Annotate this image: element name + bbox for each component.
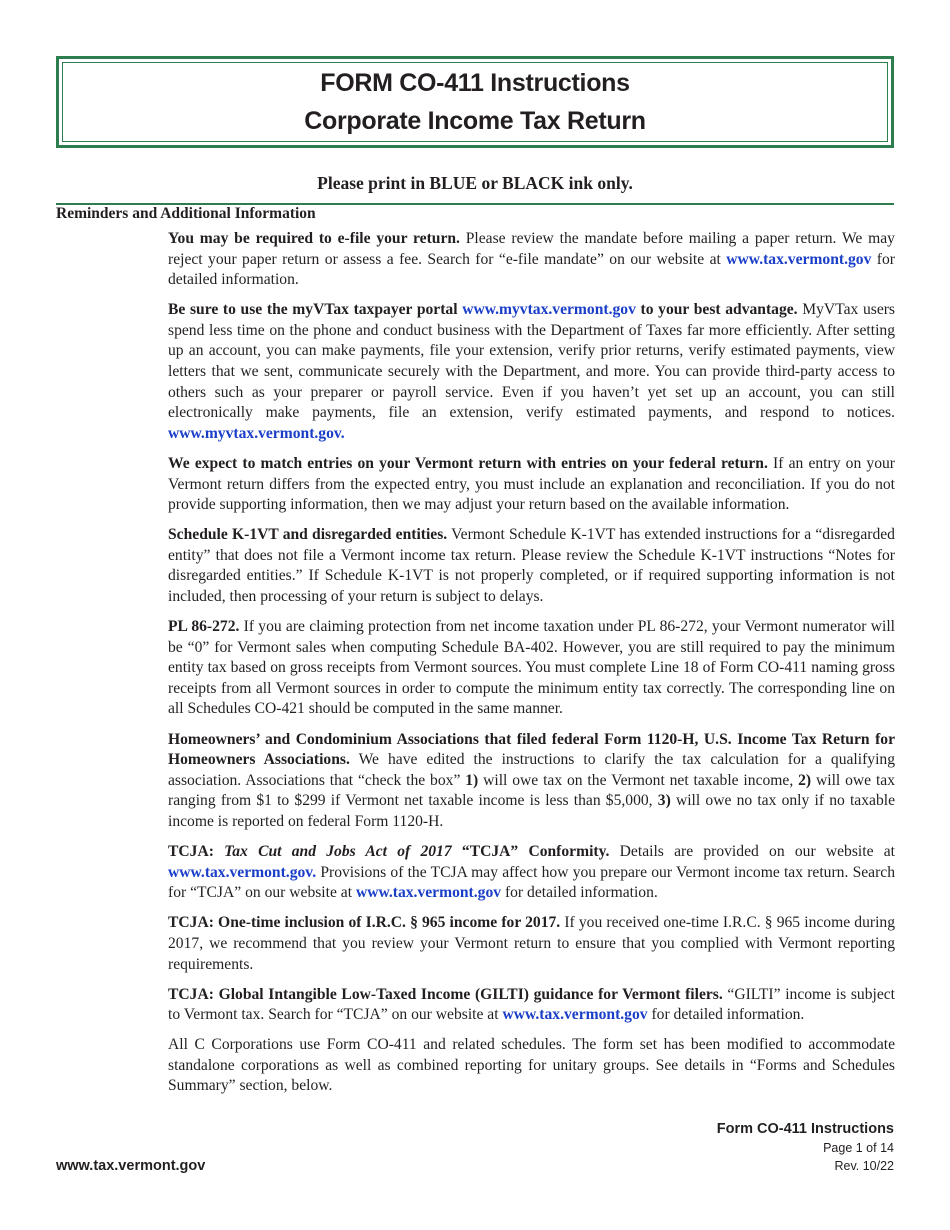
paragraph-text: will owe tax ranging from $1 to $299 if Vermont net taxable income is less than $5,000, [168, 771, 895, 810]
list-number: 1) [465, 771, 479, 789]
title-box [56, 56, 894, 148]
paragraph-lead: Schedule K-1VT and disregarded entities. [168, 526, 448, 544]
section-heading: Reminders and Additional Information [56, 205, 316, 222]
paragraph-homeowners [168, 730, 895, 833]
paragraph-text: If you received one-time I.R.C. § 965 income during 2017, we recommend that you review your Vermont return to ensure that you complied with Vermont reporting requirements. [168, 914, 896, 973]
paragraph-tcja-gilti [168, 985, 895, 1026]
myvtax-link[interactable]: www.myvtax.vermont.gov. [168, 424, 345, 442]
paragraph-text: MyVTax users spend less time on the phone and conduct business with the Department of Taxes far more efficiently. After setting up an account, you can make payments, file your extension, verify prior returns, verify estimated payments, view letters that we sent, communicate securely with the Department, and more. You can provide third-party access to others such as your preparer or payroll service. Even if you haven’t yet set up an account, you can still electronically make payments, file an extension, verify estimated payments, and respond to notices. [168, 301, 896, 422]
paragraph-tcja-conformity [168, 842, 895, 904]
paragraph-lead: TCJA: Global Intangible Low-Taxed Income (GILTI) guidance for Vermont filers. [168, 985, 723, 1003]
paragraph-text: for detailed information. [501, 884, 658, 902]
tax-website-link[interactable]: www.tax.vermont.gov [355, 884, 502, 902]
footer-form-title: Form CO-411 Instructions [716, 1121, 894, 1137]
paragraph-lead: PL 86-272. [168, 618, 240, 636]
ink-note: Please print in BLUE or BLACK ink only. [317, 173, 633, 193]
list-number: 3) [657, 792, 671, 810]
paragraph-lead: Homeowners’ and Condominium Associations that filed federal Form 1120-H, U.S. Income Tax Return for Homeowners Associations. [168, 730, 895, 769]
title-inner [62, 62, 888, 142]
tax-website-link[interactable]: www.tax.vermont.gov [726, 250, 872, 268]
paragraph-lead: TCJA: [168, 843, 225, 861]
paragraph-pl86272 [168, 617, 895, 720]
paragraph-lead: “TCJA” Conformity. [451, 843, 610, 861]
list-number: 2) [798, 771, 812, 789]
paragraph-lead: to your best advantage. [635, 301, 798, 319]
form-title: FORM CO-411 Instructions [320, 69, 630, 97]
paragraph-tcja-965 [168, 913, 895, 975]
paragraph-text: for detailed information. [647, 1006, 805, 1024]
paragraph-lead-italic: Tax Cut and Jobs Act of 2017 [224, 843, 452, 861]
myvtax-link[interactable]: www.myvtax.vermont.gov [462, 301, 636, 319]
tax-website-link[interactable]: www.tax.vermont.gov. [168, 863, 317, 881]
paragraph-text: will owe no tax only if no taxable income is reported on federal Form 1120-H. [168, 792, 895, 830]
paragraph-text: Please review the mandate before mailing a paper return. We may reject your paper return or assess a fee. Search for “e-file mandate” on our website at [168, 230, 895, 268]
paragraph-lead: TCJA: One-time inclusion of I.R.C. § 965 income for 2017. [168, 914, 561, 932]
paragraph-text: If an entry on your Vermont return differs from the expected entry, you must include an explanation and reconciliation. If you do not provide supporting information, then we may adjust your return based on the available information. [168, 454, 895, 514]
paragraph-k1vt [168, 525, 895, 607]
paragraph-text: Details are provided on our website at [609, 843, 895, 861]
paragraph-text: “GILTI” income is subject to Vermont tax. Search for “TCJA” on our website at [168, 985, 896, 1024]
content-body [168, 229, 895, 1107]
paragraph-text: for detailed information. [168, 250, 895, 289]
footer-revision: Rev. 10/22 [834, 1159, 894, 1173]
paragraph-lead: Be sure to use the myVTax taxpayer portal [168, 301, 463, 319]
paragraph-text: We have edited the instructions to clarify the tax calculation for a qualifying association. Associations that “check the box” [168, 751, 895, 789]
paragraph-text: Vermont Schedule K-1VT has extended instructions for a “disregarded entity” that does not file a Vermont income tax return. Please review the Schedule K-1VT instructions “Notes for disregarded entities.” If Schedule K-1VT is not properly completed, or if required supporting information is not included, then processing of your return is subject to delays. [168, 526, 895, 605]
paragraph-efile [168, 229, 895, 291]
paragraph-lead: We expect to match entries on your Vermont return with entries on your federal return. [168, 454, 768, 472]
tax-website-link[interactable]: www.tax.vermont.gov [502, 1006, 648, 1024]
paragraph-text: Provisions of the TCJA may affect how you prepare our Vermont income tax return. Search for “TCJA” on our website at [168, 863, 895, 902]
footer-page-number: Page 1 of 14 [823, 1141, 894, 1155]
form-subtitle: Corporate Income Tax Return [304, 107, 646, 135]
footer-website: www.tax.vermont.gov [56, 1158, 206, 1174]
paragraph-text: will owe tax on the Vermont net taxable income, [478, 771, 799, 789]
paragraph-lead: You may be required to e-file your return. [168, 230, 460, 247]
paragraph-text: All C Corporations use Form CO-411 and related schedules. The form set has been modified to accommodate standalone corporations as well as combined reporting for unitary groups. See details in “Forms and Schedules Summary” section, below. [168, 1036, 895, 1095]
paragraph-text: If you are claiming protection from net income taxation under PL 86-272, your Vermont numerator will be “0” for Vermont sales when computing Schedule BA-402. However, you are still required to pay the minimum entity tax based on gross receipts from Vermont sources. You must complete Line 18 of Form CO-411 naming gross receipts from all Vermont sources in order to compute the minimum entity tax correctly. The corresponding line on all Schedules CO-421 should be computed in the same manner. [168, 618, 895, 718]
paragraph-c-corporations [168, 1035, 895, 1097]
paragraph-myvtax [168, 300, 895, 444]
paragraph-federal-match [168, 454, 895, 516]
